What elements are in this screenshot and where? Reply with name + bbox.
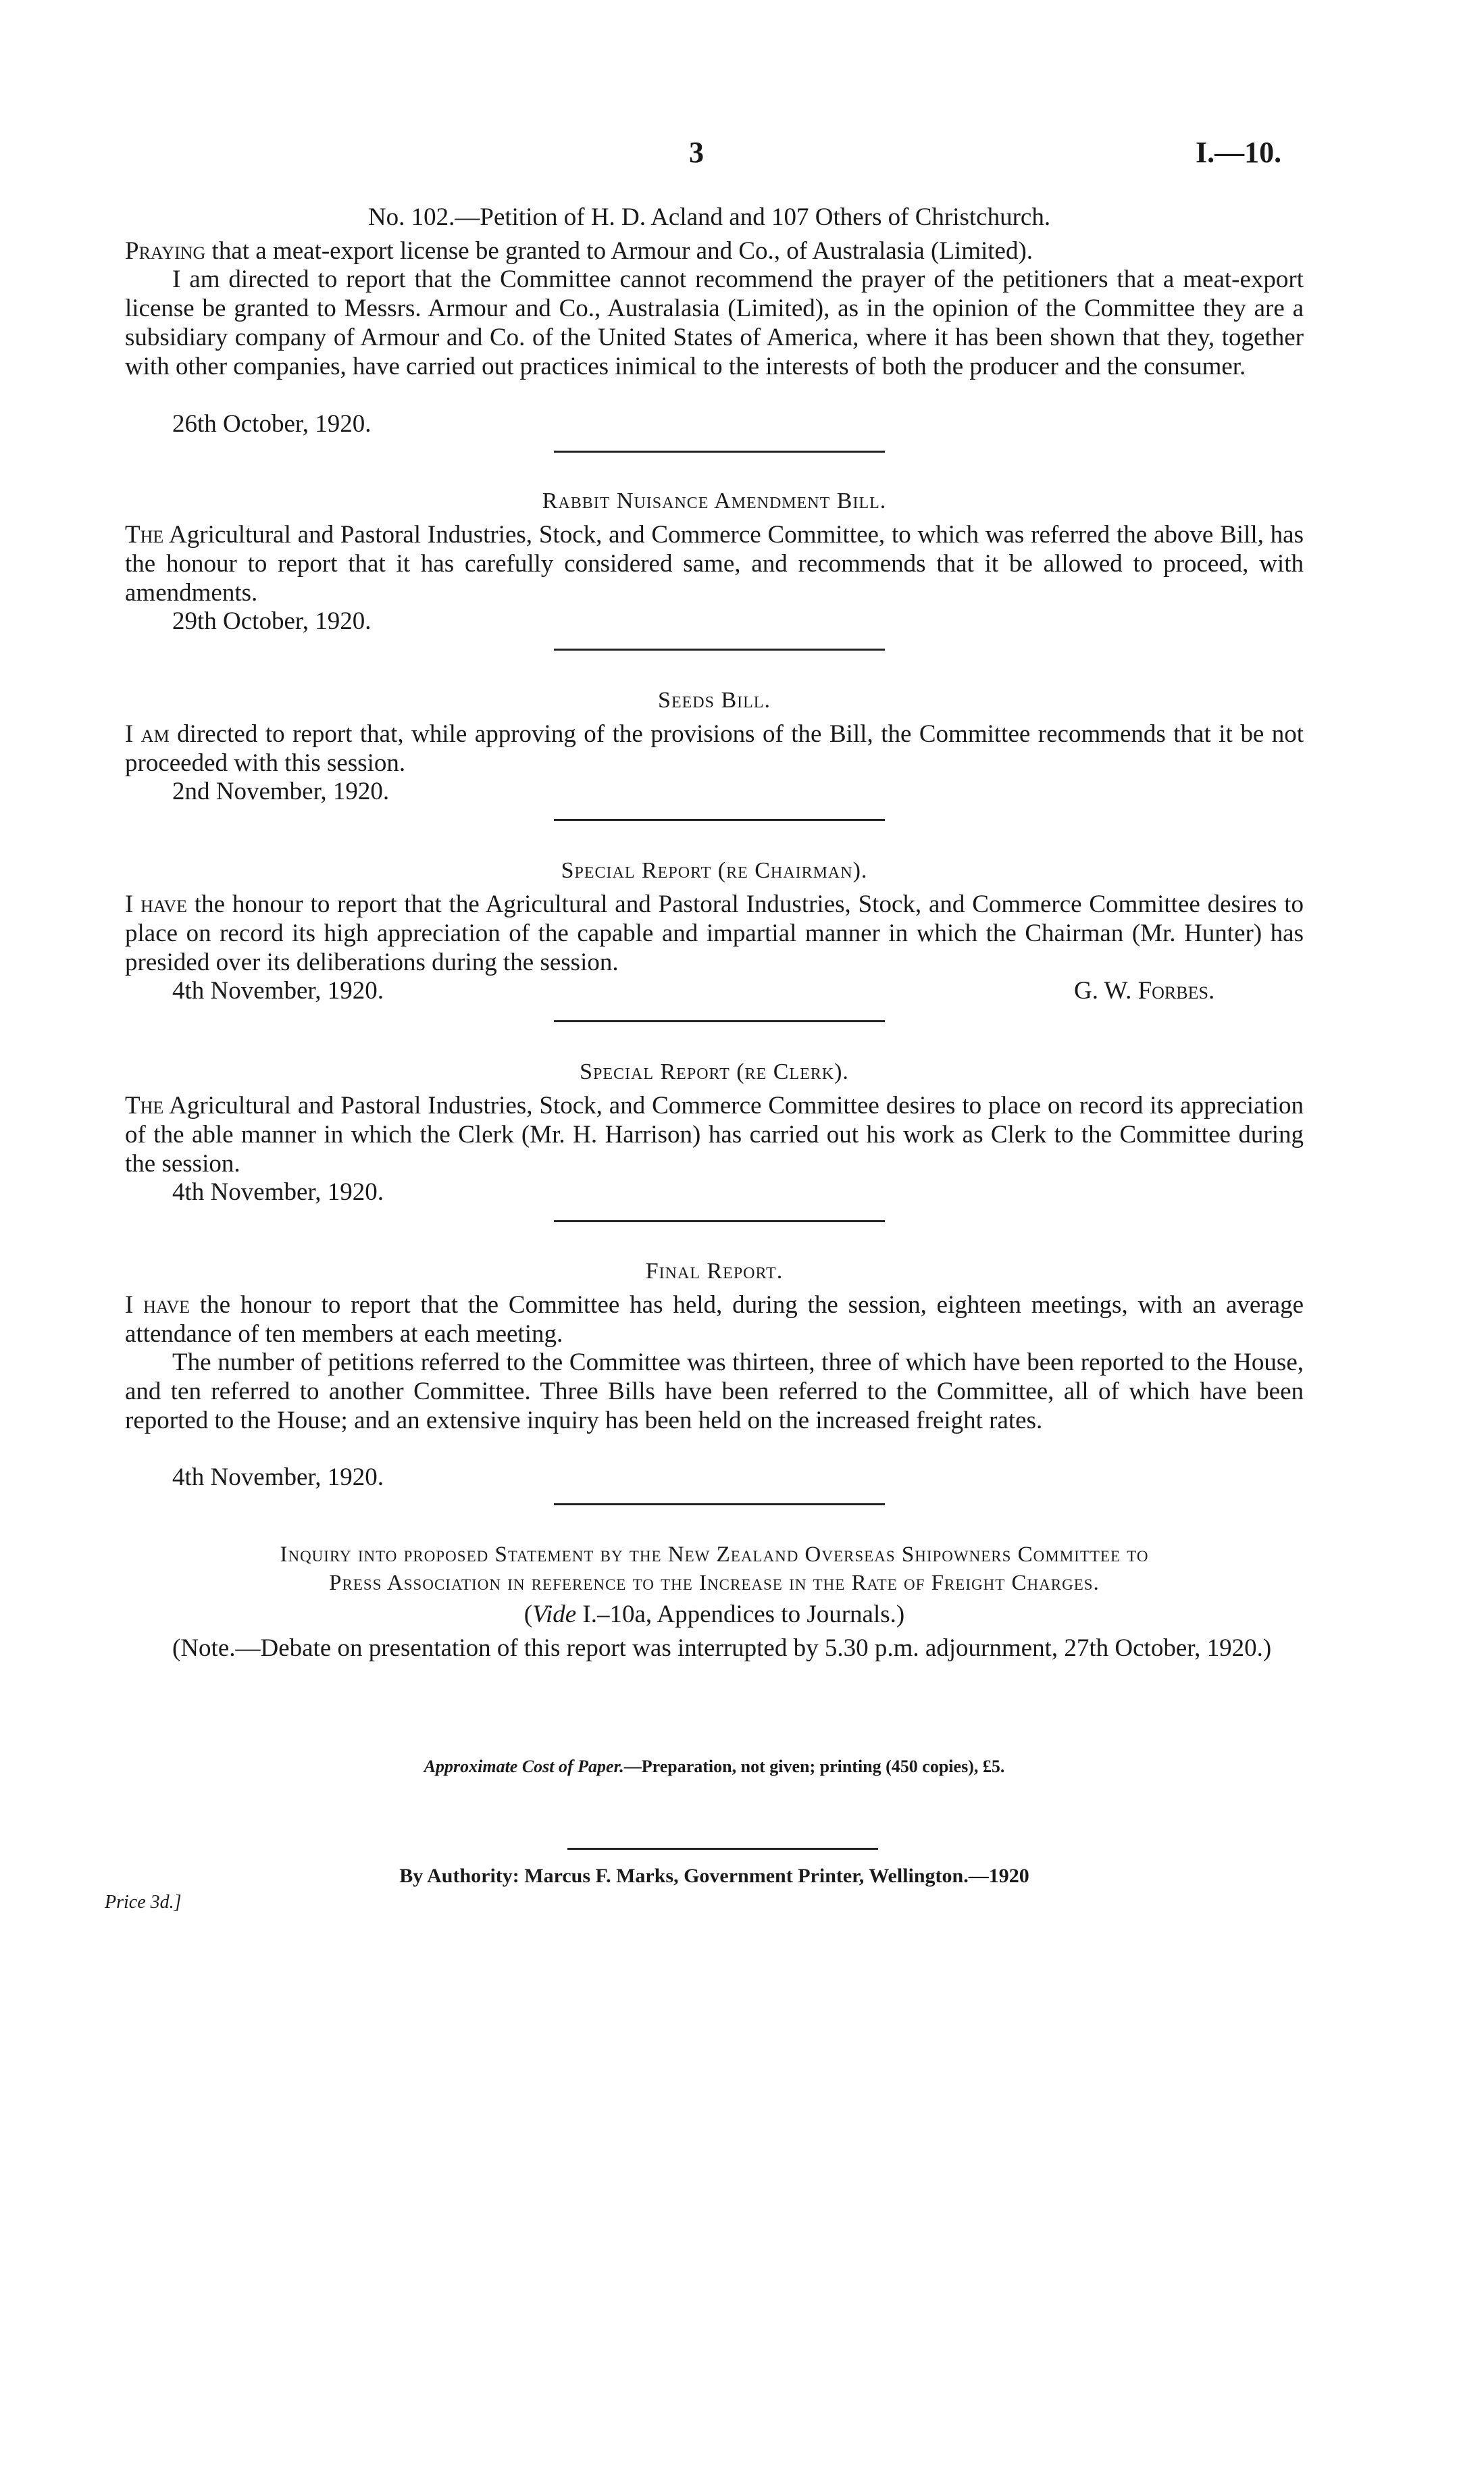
- clerk-report-lead: The: [125, 1092, 164, 1119]
- final-report-lead: I have: [125, 1291, 190, 1319]
- rabbit-bill-lead: The: [125, 521, 164, 549]
- section-divider: [554, 451, 885, 453]
- seeds-bill-date: 2nd November, 1920.: [172, 778, 390, 805]
- clerk-report-text: Agricultural and Pastoral Industries, Stock, and Commerce Committee desires to place on record its appreciation of the able manner in which the Clerk (Mr. H. Harrison) has carried out his work as Clerk to the Committee during the session.: [125, 1092, 1304, 1178]
- footer-divider: [567, 1848, 878, 1850]
- section-divider: [554, 819, 885, 821]
- price: Price 3d.]: [105, 1892, 182, 1913]
- final-report-text-1: the honour to report that the Committee has held, during the session, eighteen meetings, with an average attendance of ten members at each meeting.: [125, 1291, 1304, 1348]
- inquiry-vide-italic: Vide: [532, 1601, 577, 1628]
- rabbit-bill-date: 29th October, 1920.: [172, 607, 372, 635]
- section-divider: [554, 1220, 885, 1222]
- rabbit-bill-body: [125, 520, 1304, 607]
- clerk-report-title: Special Report (re Clerk).: [580, 1059, 849, 1084]
- rabbit-bill-text: Agricultural and Pastoral Industries, Stock, and Commerce Committee, to which was referred the above Bill, has the honour to report that it has carefully considered same, and recommends that it be allowed to proceed, with amendments.: [125, 521, 1304, 607]
- final-report-body-2: The number of petitions referred to the Committee was thirteen, three of which have been reported to the House, and ten referred to another Committee. Three Bills have been referred to the Committee, all of which have been reported to the House; and an extensive inquiry has been held on the increased freight rates.: [125, 1349, 1304, 1434]
- chairman-report-date: 4th November, 1920.: [172, 977, 384, 1005]
- approximate-cost-label: Approximate Cost of Paper.: [424, 1757, 624, 1776]
- clerk-report-body: [125, 1091, 1304, 1178]
- clerk-report-date: 4th November, 1920.: [172, 1178, 384, 1206]
- inquiry-vide-text: I.–10a, Appendices to Journals.): [576, 1601, 905, 1628]
- chairman-report-lead: I have: [125, 890, 188, 918]
- inquiry-vide-open: (: [523, 1601, 533, 1628]
- document-reference: I.—10.: [1196, 136, 1282, 169]
- chairman-report-text: the honour to report that the Agricultural and Pastoral Industries, Stock, and Commerce Committee desires to place on record its high appreciation of the capable and impartial manner in which the Chairman (Mr. Hunter) has presided over its deliberations during the session.: [125, 890, 1304, 976]
- chairman-report-title: Special Report (re Chairman).: [561, 858, 868, 883]
- seeds-bill-lead: I am: [125, 720, 170, 748]
- chairman-report-body: [125, 890, 1304, 977]
- seeds-bill-title: Seeds Bill.: [658, 688, 771, 713]
- final-report-title: Final Report.: [645, 1259, 784, 1284]
- inquiry-note: (Note.—Debate on presentation of this report was interrupted by 5.30 p.m. adjournment, 27th October, 1920.): [172, 1634, 1272, 1662]
- printer-authority: By Authority: Marcus F. Marks, Government Printer, Wellington.—1920: [399, 1865, 1029, 1887]
- petition-prayer: [125, 236, 1304, 266]
- chairman-report-signature: G. W. Forbes.: [1074, 977, 1215, 1005]
- approximate-cost: [125, 1757, 1304, 1777]
- final-report-date: 4th November, 1920.: [172, 1463, 384, 1491]
- section-divider: [554, 1020, 885, 1022]
- inquiry-title-line-1: Inquiry into proposed Statement by the New Zealand Overseas Shipowners Committee to: [280, 1542, 1149, 1567]
- section-divider: [554, 1503, 885, 1505]
- petition-title: No. 102.—Petition of H. D. Acland and 107 Others of Christchurch.: [367, 203, 1051, 231]
- rabbit-bill-title: Rabbit Nuisance Amendment Bill.: [542, 488, 887, 513]
- page-number: 3: [689, 136, 704, 169]
- section-divider: [554, 649, 885, 651]
- petition-prayer-lead: Praying: [125, 237, 206, 265]
- inquiry-vide-reference: [125, 1600, 1304, 1629]
- approximate-cost-text: —Preparation, not given; printing (450 copies), £5.: [623, 1757, 1005, 1776]
- seeds-bill-text: directed to report that, while approving of the provisions of the Bill, the Committee recommends that it be not proceeded with this session.: [125, 720, 1304, 777]
- seeds-bill-body: [125, 720, 1304, 778]
- final-report-body-1: [125, 1290, 1304, 1349]
- petition-prayer-text: that a meat-export license be granted to Armour and Co., of Australasia (Limited).: [205, 237, 1033, 265]
- petition-body: I am directed to report that the Committee cannot recommend the prayer of the petitioners that a meat-export license be granted to Messrs. Armour and Co., Australasia (Limited), as in the opinion of the Committee they are a subsidiary company of Armour and Co. of the United States of America, where it has been shown that they, together with other companies, have carried out practices inimical to the interests of both the producer and the consumer.: [125, 266, 1304, 380]
- petition-date: 26th October, 1920.: [172, 410, 372, 438]
- inquiry-title-line-2: Press Association in reference to the Increase in the Rate of Freight Charges.: [329, 1571, 1100, 1595]
